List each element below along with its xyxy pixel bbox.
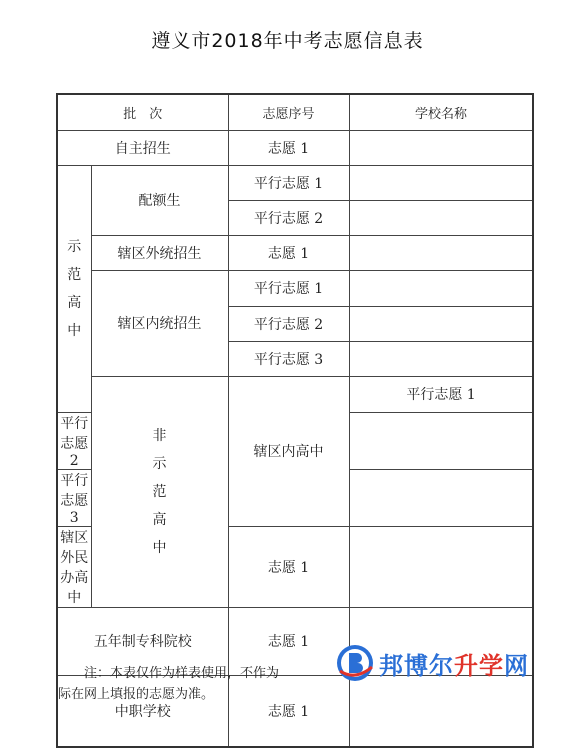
group-model-high-char: 高: [67, 294, 82, 311]
batch-self-enroll: 自主招生: [57, 130, 228, 165]
watermark-text-end: 网: [504, 651, 529, 680]
order-cell: 志愿 1: [228, 675, 349, 747]
batch-inside-district: 辖区内统招生: [91, 270, 228, 376]
watermark: [335, 641, 529, 685]
watermark-text-red: 升学: [454, 651, 504, 680]
order-cell: 平行志愿 1: [349, 376, 533, 412]
table-row: [57, 130, 533, 165]
table-row: [57, 165, 533, 200]
order-cell: 平行志愿 3: [57, 469, 91, 526]
table-row: [57, 376, 533, 412]
group-model-high-label: [58, 233, 91, 345]
batch-inside-high: 辖区内高中: [228, 376, 349, 526]
order-cell: 志愿 1: [228, 130, 349, 165]
header-row: [57, 94, 533, 130]
school-name-cell[interactable]: [349, 270, 533, 306]
group-nonmodel-high-char: 高: [152, 511, 167, 528]
batch-outside-district: 辖区外统招生: [91, 235, 228, 270]
group-model-high: [57, 165, 91, 412]
order-cell: 志愿 1: [228, 607, 349, 675]
group-model-high-char: 中: [67, 322, 82, 339]
school-name-cell[interactable]: [349, 526, 533, 607]
table-row: [57, 235, 533, 270]
group-nonmodel-high-char: 中: [152, 539, 167, 556]
table-row: [57, 270, 533, 306]
order-cell: 志愿 1: [228, 526, 349, 607]
group-nonmodel-high-char: 示: [152, 455, 167, 472]
order-cell: 平行志愿 1: [228, 165, 349, 200]
batch-vocational: 中职学校: [57, 675, 228, 747]
order-cell: 平行志愿 2: [228, 306, 349, 341]
group-nonmodel-high: [91, 376, 228, 607]
group-model-high-char: 示: [67, 238, 82, 255]
group-nonmodel-high-char: 范: [152, 483, 167, 500]
batch-outside-private: 辖区外民办高中: [57, 526, 91, 607]
school-name-cell[interactable]: [349, 165, 533, 200]
header-school: 学校名称: [349, 94, 533, 130]
order-cell: 平行志愿 1: [228, 270, 349, 306]
school-name-cell[interactable]: [349, 341, 533, 376]
footnote-line-2: 际在网上填报的志愿为准。: [58, 687, 215, 702]
school-name-cell[interactable]: [349, 235, 533, 270]
footnote-line-1: 注：本表仅作为样表使用，不作为: [84, 666, 280, 681]
school-name-cell[interactable]: [349, 130, 533, 165]
group-nonmodel-high-label: [92, 422, 228, 562]
school-name-cell[interactable]: [349, 469, 533, 526]
group-nonmodel-high-char: 非: [152, 427, 167, 444]
page-title: 遵义市2018年中考志愿信息表: [151, 30, 424, 52]
order-cell: 平行志愿 2: [57, 412, 91, 469]
order-cell: 平行志愿 2: [228, 200, 349, 235]
header-batch: 批 次: [57, 94, 228, 130]
school-name-cell[interactable]: [349, 306, 533, 341]
school-name-cell[interactable]: [349, 412, 533, 469]
brand-logo-icon: [335, 643, 375, 683]
group-model-high-char: 范: [67, 266, 82, 283]
watermark-text-blue: 邦博尔: [379, 651, 454, 680]
school-name-cell[interactable]: [349, 200, 533, 235]
watermark-text: [379, 646, 529, 681]
header-order: 志愿序号: [228, 94, 349, 130]
order-cell: 平行志愿 3: [228, 341, 349, 376]
batch-quota: 配额生: [91, 165, 228, 235]
order-cell: 志愿 1: [228, 235, 349, 270]
batch-five-year: 五年制专科院校: [57, 607, 228, 675]
